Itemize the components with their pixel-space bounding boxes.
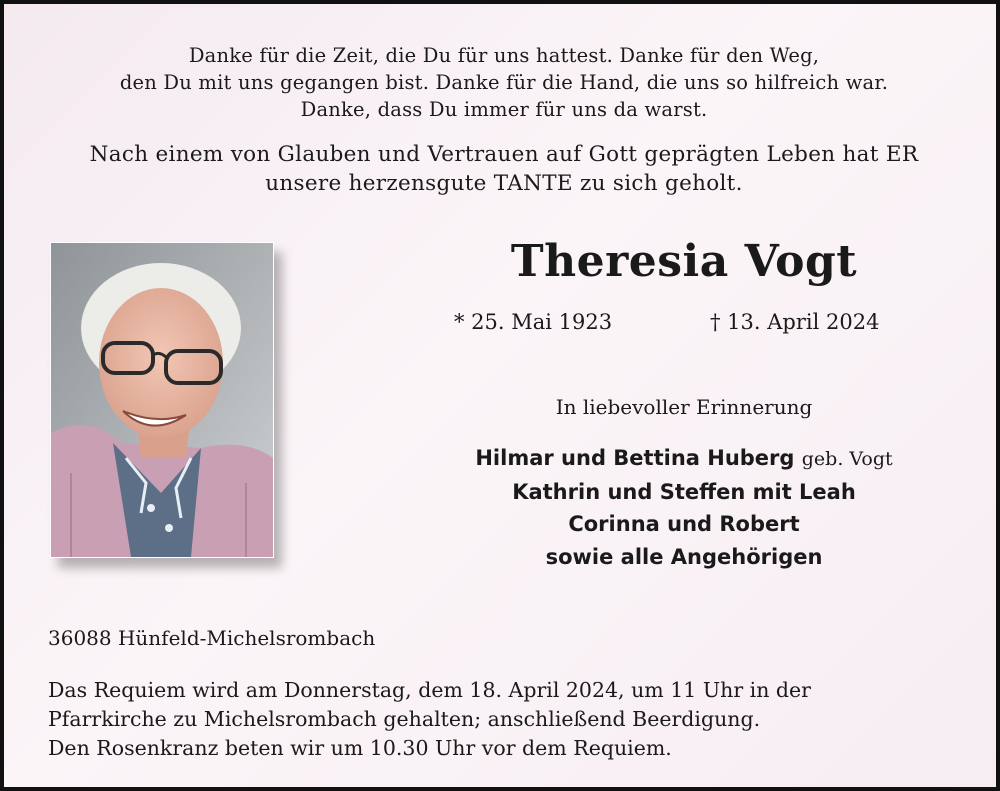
quote-line: den Du mit uns gegangen bist. Danke für die Hand, die uns so hilfreich war. <box>119 71 889 94</box>
quote-line: Danke für die Zeit, die Du für uns hattest. Danke für den Weg, <box>188 44 820 67</box>
requiem-line: Den Rosenkranz beten wir um 10.30 Uhr vor dem Requiem. <box>48 736 672 760</box>
mourner-names: Hilmar und Bettina Huberg <box>475 446 795 470</box>
requiem-info <box>48 676 978 763</box>
portrait-photo <box>50 242 274 558</box>
deceased-name: Theresia Vogt <box>510 236 858 287</box>
mourner-line: Corinna und Robert <box>568 512 800 536</box>
requiem-line: Das Requiem wird am Donnerstag, dem 18. April 2024, um 11 Uhr in der <box>48 678 811 702</box>
requiem-line: Pfarrkirche zu Michelsrombach gehalten; anschließend Beerdigung. <box>48 707 761 731</box>
mourner-line: Kathrin und Steffen mit Leah <box>512 479 856 504</box>
mourner-line: sowie alle Angehörigen <box>545 544 823 569</box>
quote-line: Danke, dass Du immer für uns da warst. <box>300 98 708 121</box>
intro-text <box>4 140 1000 198</box>
intro-line: unsere herzensgute TANTE zu sich geholt. <box>265 171 743 196</box>
memory-text: In liebevoller Erinnerung <box>555 395 813 419</box>
mourner-line <box>414 442 954 476</box>
death-date: † 13. April 2024 <box>710 310 880 334</box>
mourners-list <box>414 442 954 573</box>
maiden-name-note: geb. Vogt <box>801 448 893 470</box>
birth-date: * 25. Mai 1923 <box>454 310 613 334</box>
portrait-illustration <box>51 243 273 557</box>
place-text: 36088 Hünfeld-Michelsrombach <box>48 626 376 650</box>
memorial-quote <box>4 42 1000 123</box>
intro-line: Nach einem von Glauben und Vertrauen auf Gott geprägten Leben hat ER <box>89 142 919 167</box>
